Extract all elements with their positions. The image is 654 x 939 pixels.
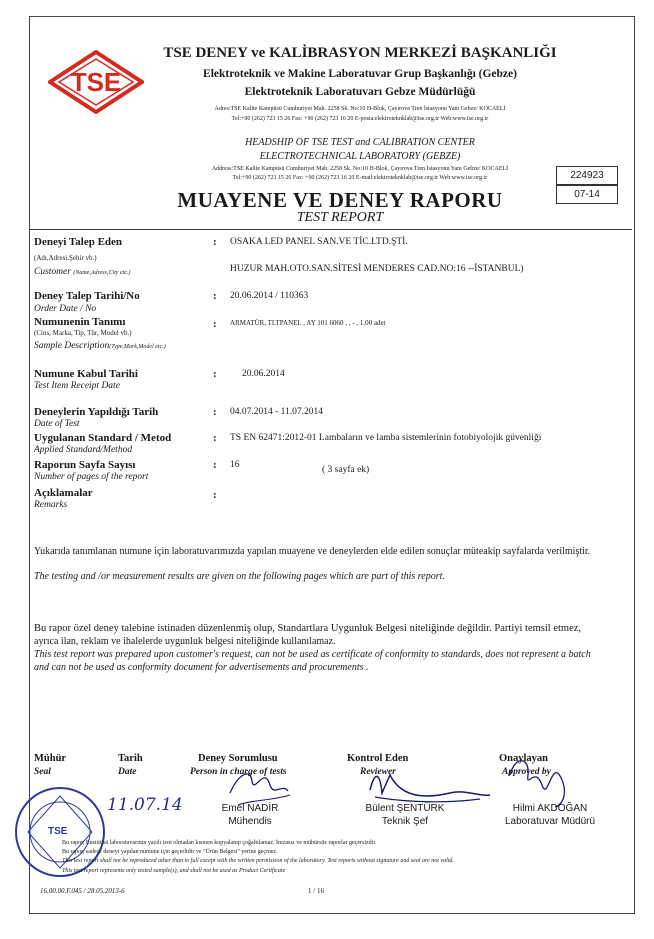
pages-value: 16	[230, 460, 240, 470]
remarks-label: Açıklamalar	[34, 487, 93, 499]
customer-sub-en: Customer (Name,Adress,City etc.)	[34, 267, 131, 277]
sample-label: Numunenin Tanımı	[34, 316, 126, 328]
responsible-label: Deney Sorumlusu	[198, 753, 278, 764]
report-subtitle: TEST REPORT	[296, 210, 384, 225]
results-statement-tr: Yukarıda tanımlanan numune için laboratuvarımızda yapılan muayene ve deneylerden elde edilen sonuçlar müteakip sayfalarda verilmiştir.	[34, 546, 591, 557]
order-label: Deney Talep Tarihi/No	[34, 290, 140, 302]
contact-en: Tel:+90 (262) 723 15 26 Fax: +90 (262) 723 16 20 E-mail:elektroteknklab@tse.org.tr Web:www.tse.org.tr	[232, 175, 488, 181]
svg-text:TSE: TSE	[70, 67, 122, 97]
disclaimer-en: This test report was prepared upon customer's request, can not be used as certificate of conformity to standards, does not represent a batch and can not be used as conformity document for advertisements and procurements .	[34, 649, 591, 673]
date-label-en: Date	[118, 767, 137, 777]
customer-label: Deneyi Talep Eden	[34, 236, 123, 248]
footer-line-3: This test report shall not be reproduced other than in full except with the written permission of the laboratory. Test reports without signature and seal are not valid.	[62, 858, 454, 864]
footer-line-4: This test report represents only tested sample(s), and shall not be used as Product Certificate	[62, 868, 286, 874]
receipt-value: 20.06.2014	[242, 369, 285, 379]
standard-label: Uygulanan Standard / Metod	[34, 432, 172, 444]
sample-sub-en: Sample Description(Type,Mark,Model etc.)	[34, 341, 166, 351]
footer-line-1: Bu rapor, Enstitüsü laboratuvarının yazılı izni olmadan kısmen kopyalanıp çoğaltılamaz. İmzasız ve mühürsüz raporlar geçersizdir.	[62, 840, 377, 846]
sample-value: ARMATÜR, TLTPANEL , AY 101 6060 , , - , 1.00 adet	[230, 319, 386, 327]
remarks-sub: Remarks	[34, 500, 68, 510]
reviewer-label-en: Reviewer	[360, 767, 396, 777]
testdate-sub: Date of Test	[34, 419, 80, 429]
institution-title-en: HEADSHIP OF TSE TEST and CALIBRATION CENTER	[245, 137, 475, 148]
colon: :	[213, 236, 217, 248]
group-title: Elektroteknik ve Makine Laboratuvar Grup Başkanlığı (Gebze)	[203, 68, 517, 80]
address-tr: Adres:TSE Kalite Kampüsü Cumhuriyet Mah. 2258 Sk. No:10 H-Blok, Çayırova Tren İstasyonu Yanı Gebze/ KOCAELİ	[214, 106, 506, 112]
reviewer-label: Kontrol Eden	[347, 753, 409, 764]
order-sub: Order Date / No	[34, 304, 97, 314]
receipt-label: Numune Kabul Tarihi	[34, 368, 138, 380]
customer-address: HUZUR MAH.OTO.SAN.SİTESİ MENDERES CAD.NO:16 --İSTANBUL)	[230, 264, 524, 274]
signature-scribbles	[190, 745, 630, 810]
report-number: 224923	[556, 166, 618, 185]
approver-name: Hilmi AKDOĞAN	[512, 803, 588, 814]
report-code: 07-14	[556, 185, 618, 204]
reviewer-title: Teknik Şef	[381, 816, 429, 827]
customer-name: OSAKA LED PANEL SAN.VE TİC.LTD.ŞTİ.	[230, 237, 408, 247]
customer-sub-tr: (Adı,Adresi,Şehir vb.)	[34, 254, 97, 262]
report-title: MUAYENE VE DENEY RAPORU	[177, 188, 503, 212]
order-value: 20.06.2014 / 110363	[230, 291, 309, 301]
colon: :	[213, 432, 217, 444]
date-label: Tarih	[118, 753, 143, 764]
header-divider	[30, 229, 632, 230]
responsible-name: Emel NADİR	[221, 803, 279, 814]
responsible-title: Mühendis	[228, 816, 272, 827]
approver-label: Onaylayan	[499, 753, 549, 764]
pages-label: Raporun Sayfa Sayısı	[34, 459, 136, 471]
address-en: Address:TSE Kalite Kampüsü Cumhuriyet Mah. 2258 Sk. No:10 H-Blok, Çayırova Tren İstasyonu Yanı Gebze/ KOCAELİ	[211, 166, 509, 172]
testdate-value: 04.07.2014 - 11.07.2014	[230, 407, 324, 417]
stamp-center-text: TSE	[48, 826, 68, 837]
page-number: 1 / 16	[308, 887, 324, 895]
seal-label: Mühür	[34, 753, 67, 764]
handwritten-date: 11.07.14	[107, 795, 183, 815]
colon: :	[213, 406, 217, 418]
reviewer-name: Bülent ŞENTÜRK	[365, 803, 445, 814]
form-code: 16.00.00.F.045 / 28.05.2013-6	[40, 887, 125, 895]
colon: :	[213, 318, 217, 330]
institution-title: TSE DENEY ve KALİBRASYON MERKEZİ BAŞKANLIĞI	[163, 45, 557, 61]
directorate-title: Elektroteknik Laboratuvarı Gebze Müdürlüğü	[244, 86, 476, 98]
colon: :	[213, 290, 217, 302]
sample-sub-tr: (Cins, Marka, Tip, Tür, Model vb.)	[34, 329, 132, 337]
colon: :	[213, 459, 217, 471]
disclaimer-tr-2: ayrıca ilan, reklam ve ihalelerde uygunluk belgesi niteliğinde kullanılamaz.	[34, 636, 336, 647]
responsible-label-en: Person in charge of tests	[190, 767, 287, 777]
results-statement-en: The testing and /or measurement results are given on the following pages which are part of this report.	[34, 571, 445, 582]
colon: :	[213, 489, 217, 501]
receipt-sub: Test Item Receipt Date	[34, 381, 120, 391]
pages-sub: Number of pages of the report	[34, 472, 149, 482]
colon: :	[213, 368, 217, 380]
approver-title: Laboratuvar Müdürü	[504, 816, 596, 827]
standard-sub: Applied Standard/Method	[34, 445, 133, 455]
tse-logo	[48, 50, 144, 114]
testdate-label: Deneylerin Yapıldığı Tarih	[34, 406, 159, 418]
laboratory-title-en: ELECTROTECHNICAL LABORATORY (GEBZE)	[259, 151, 461, 162]
standard-value: TS EN 62471:2012-01 Lambaların ve lamba sistemlerinin fotobiyolojik güvenliği	[230, 433, 542, 443]
seal-label-en: Seal	[34, 767, 51, 777]
footer-line-2: Bu rapor, sadece deneyi yapılan numune için geçerlidir ve "Ürün Belgesi" yerine geçmez.	[62, 849, 278, 855]
contact-tr: Tel:+90 (262) 723 15 26 Fax: +90 (262) 723 16 20 E-posta:elektroteknklab@tse.org.tr Web:www.tse.org.tr	[231, 116, 489, 122]
disclaimer-tr-1: Bu rapor özel deney talebine istinaden düzenlenmiş olup, Standartlara Uygunluk Belgesi niteliğinde değildir. Partiyi temsil etmez,	[34, 623, 582, 634]
approver-label-en: Approved by	[502, 767, 551, 777]
pages-note: ( 3 sayfa ek)	[322, 465, 370, 475]
